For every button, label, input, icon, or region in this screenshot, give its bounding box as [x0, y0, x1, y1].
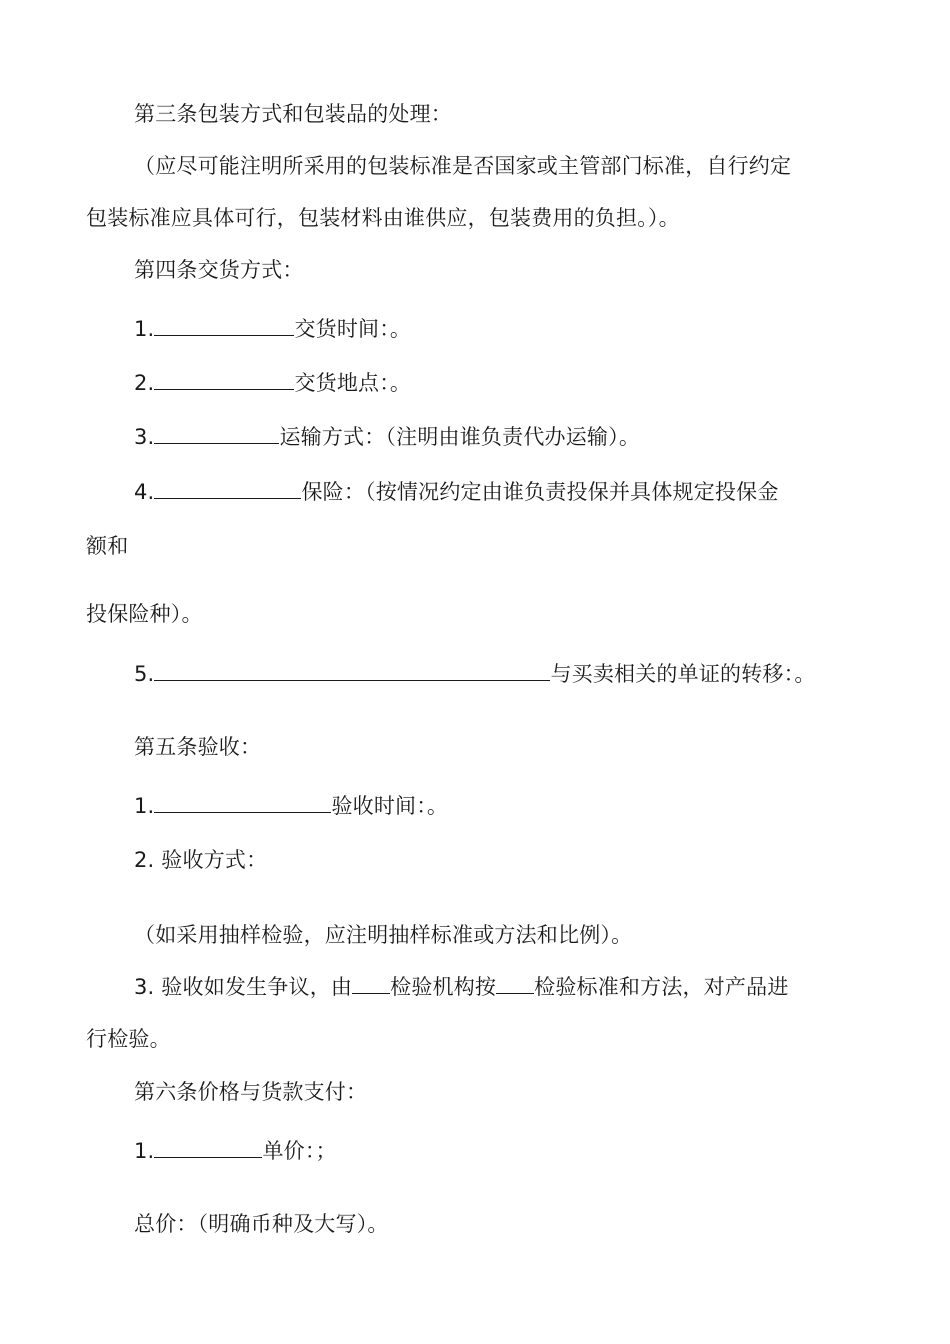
article-3-note-text-2: 包装标准应具体可行，包装材料由谁供应，包装费用的负担。）。 — [86, 206, 680, 230]
item-text: 单价：； — [262, 1139, 337, 1163]
article-4-item-2 — [134, 370, 411, 396]
item-text: 2. 验收方式： — [134, 848, 268, 872]
article-3-note-line-2 — [86, 205, 680, 231]
article-4-item-3 — [134, 424, 640, 450]
item-text: （如采用抽样检验，应注明抽样标准或方法和比例）。 — [134, 923, 633, 947]
fill-in-blank — [154, 479, 301, 499]
fill-in-blank — [154, 316, 294, 336]
article-5-item-3-continued — [86, 1026, 171, 1052]
article-6-item-1 — [134, 1138, 337, 1164]
article-4-item-5 — [134, 661, 816, 687]
fill-in-blank — [154, 424, 279, 444]
article-6-heading — [134, 1079, 367, 1105]
item-text: 交货时间：。 — [294, 317, 412, 341]
article-4-heading — [134, 257, 304, 283]
fill-in-blank — [352, 974, 390, 994]
item-text: 行检验。 — [86, 1027, 171, 1051]
item-text: 与买卖相关的单证的转移：。 — [550, 662, 816, 686]
item-number: 5. — [134, 662, 155, 686]
article-3-heading-text: 第三条包装方式和包装品的处理： — [134, 102, 452, 126]
item-text: 3. 验收如发生争议，由 — [134, 975, 353, 999]
article-5-item-2 — [134, 847, 267, 873]
article-4-item-4-continued-2 — [86, 601, 203, 627]
fill-in-blank — [154, 793, 331, 813]
article-3-heading — [134, 101, 452, 127]
article-5-item-1 — [134, 793, 448, 819]
item-number: 1. — [134, 317, 155, 341]
article-4-item-4 — [134, 479, 779, 505]
fill-in-blank — [154, 370, 294, 390]
article-5-heading-text: 第五条验收： — [134, 735, 262, 759]
article-6-total-price — [134, 1211, 389, 1237]
article-4-heading-text: 第四条交货方式： — [134, 258, 304, 282]
item-text: 检验标准和方法，对产品进 — [534, 975, 789, 999]
item-text: 额和 — [86, 534, 129, 558]
fill-in-blank — [496, 974, 534, 994]
fill-in-blank — [154, 661, 550, 681]
article-3-note-text-1: （应尽可能注明所采用的包装标准是否国家或主管部门标准，自行约定 — [134, 154, 792, 178]
article-5-heading — [134, 734, 261, 760]
article-3-note-line-1 — [134, 153, 791, 179]
item-number: 3. — [134, 425, 155, 449]
item-number: 4. — [134, 480, 155, 504]
item-number: 1. — [134, 794, 155, 818]
item-text: 检验机构按 — [390, 975, 497, 999]
item-text: 交货地点：。 — [294, 371, 412, 395]
fill-in-blank — [154, 1138, 262, 1158]
item-text: 保险：（按情况约定由谁负责投保并具体规定投保金 — [301, 480, 779, 504]
item-number: 1. — [134, 1139, 155, 1163]
article-5-item-2-note — [134, 922, 632, 948]
item-number: 2. — [134, 371, 155, 395]
item-text: 运输方式：（注明由谁负责代办运输）。 — [279, 425, 641, 449]
article-4-item-4-continued-1 — [86, 533, 128, 559]
item-text: 投保险种）。 — [86, 602, 203, 626]
article-6-heading-text: 第六条价格与货款支付： — [134, 1080, 368, 1104]
item-text: 总价：（明确币种及大写）。 — [134, 1212, 389, 1236]
item-text: 验收时间：。 — [331, 794, 449, 818]
article-5-item-3 — [134, 974, 789, 1000]
article-4-item-1 — [134, 316, 411, 342]
